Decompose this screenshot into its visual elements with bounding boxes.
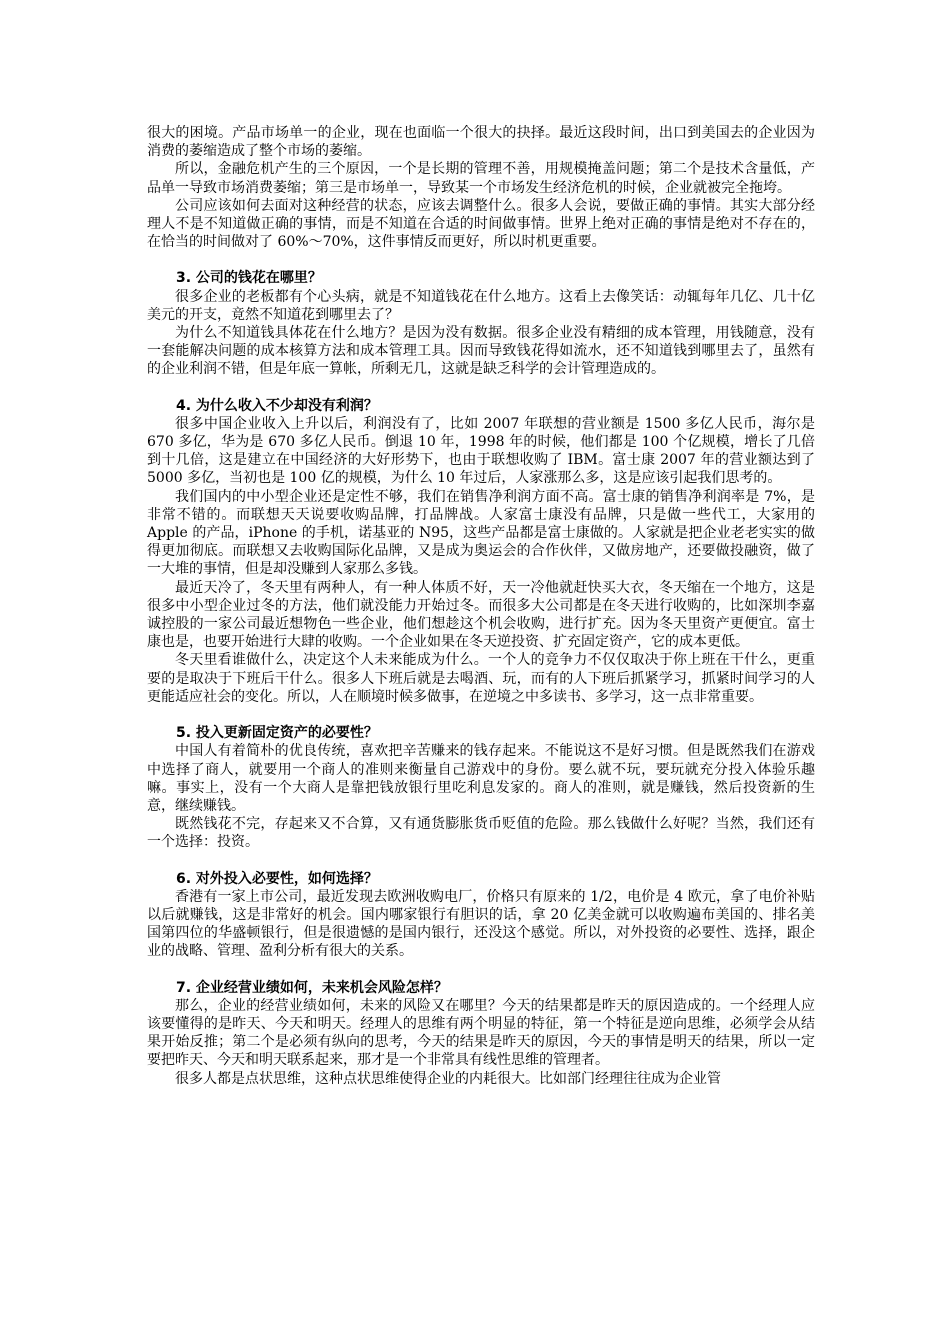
section-5-heading: 5. 投入更新固定资产的必要性？ bbox=[176, 725, 378, 742]
section-3-paragraph-2: 为什么不知道钱具体花在什么地方？是因为没有数据。很多企业没有精细的成本管理，用钱随意，没有一套能解决问题的成本核算方法和成本管理工具。因而导致钱花得如流水，还不知道钱到哪里去了，虽然有的企业利润不错，但是年底一算帐，所剩无几，这就是缺乏科学的会计管理造成的。 bbox=[147, 325, 815, 378]
section-5 bbox=[147, 724, 815, 851]
section-4-paragraph-3: 最近天冷了，冬天里有两种人，有一种人体质不好，天一冷他就赶快买大衣，冬天缩在一个地方，这是很多中小型企业过冬的方法，他们就没能力开始过冬。而很多大公司都是在冬天进行收购的，比如深圳李嘉诚控股的一家公司最近想物色一些企业，他们想趁这个机会收购，进行扩充。因为冬天里资产更便宜。富士康也是，也要开始进行大肆的收购。一个企业如果在冬天逆投资、扩充固定资产，它的成本更低。 bbox=[147, 579, 815, 651]
section-6-paragraph-1: 香港有一家上市公司，最近发现去欧洲收购电厂，价格只有原来的 1/2，电价是 4 欧元，拿了电价补贴以后就赚钱，这是非常好的机会。国内哪家银行有胆识的话，拿 20 亿美金就可以收购遍布美国的、排名美国第四位的华盛顿银行，但是很遗憾的是国内银行，还没这个感觉。所以，对外投资的必要性、选择，跟企业的战略、管理、盈利分析有很大的关系。 bbox=[147, 888, 815, 960]
section-4-paragraph-4: 冬天里看谁做什么，决定这个人未来能成为什么。一个人的竞争力不仅仅取决于你上班在干什么，更重要的是取决于下班后干什么。很多人下班后就是去喝酒、玩，而有的人下班后抓紧学习，抓紧时间学习的人更能适应社会的变化。所以，人在顺境时候多做事，在逆境之中多读书、多学习，这一点非常重要。 bbox=[147, 652, 815, 705]
section-4-paragraph-2: 我们国内的中小型企业还是定性不够，我们在销售净利润方面不高。富士康的销售净利润率是 7%，是非常不错的。而联想天天说要收购品牌，打品牌战。人家富士康没有品牌，只是做一些代工，大家用的 Apple 的产品，iPhone 的手机，诺基亚的 N95，这些产品都是富士康做的。人家就是把企业老老实实的做得更加彻底。而联想又去收购国际化品牌，又是成为奥运会的合作伙伴，又做房地产，还要做投融资，做了一大堆的事情，但是却没赚到人家那么多钱。 bbox=[147, 488, 815, 578]
intro-paragraph-1: 很大的困境。产品市场单一的企业，现在也面临一个很大的抉择。最近这段时间，出口到美国去的企业因为消费的萎缩造成了整个市场的萎缩。 bbox=[147, 125, 815, 160]
intro-paragraph-3: 公司应该如何去面对这种经营的状态，应该去调整什么。很多人会说，要做正确的事情。其实大部分经理人不是不知道做正确的事情，而是不知道在合适的时间做事情。世界上绝对正确的事情是绝对不存在的，在恰当的时间做对了 60%～70%，这件事情反而更好，所以时机更重要。 bbox=[147, 197, 815, 251]
section-7 bbox=[147, 979, 815, 1088]
section-6-heading: 6. 对外投入必要性，如何选择？ bbox=[176, 870, 378, 887]
section-3 bbox=[147, 269, 815, 378]
section-7-paragraph-1: 那么，企业的经营业绩如何，未来的风险又在哪里？今天的结果都是昨天的原因造成的。一个经理人应该要懂得的是昨天、今天和明天。经理人的思维有两个明显的特征，第一个特征是逆向思维，必须学会从结果开始反推；第二个是必须有纵向的思考，今天的结果是昨天的原因，今天的事情是明天的结果，所以一定要把昨天、今天和明天联系起来，那才是一个非常具有线性思维的管理者。 bbox=[147, 997, 815, 1069]
section-4-paragraph-1: 很多中国企业收入上升以后，利润没有了，比如 2007 年联想的营业额是 1500 多亿人民币，海尔是 670 多亿，华为是 670 多亿人民币。倒退 10 年，1998 年的时候，他们都是 100 个亿规模，增长了几倍到十几倍，这是建立在中国经济的大好形势下，也由于联想收购了 IBM。富士康 2007 年的营业额达到了 5000 多亿，当初也是 100 亿的规模，为什么 10 年过后，人家涨那么多，这是应该引起我们思考的。 bbox=[147, 415, 815, 487]
section-4 bbox=[147, 397, 815, 706]
section-5-paragraph-1: 中国人有着简朴的优良传统，喜欢把辛苦赚来的钱存起来。不能说这不是好习惯。但是既然我们在游戏中选择了商人，就要用一个商人的准则来衡量自己游戏中的身份。要么就不玩，要玩就充分投入体验乐趣嘛。事实上，没有一个大商人是靠把钱放银行里吃利息发家的。商人的准则，就是赚钱，然后投资新的生意，继续赚钱。 bbox=[147, 743, 815, 814]
intro-block bbox=[147, 124, 815, 251]
section-3-paragraph-1: 很多企业的老板都有个心头病，就是不知道钱花在什么地方。这看上去像笑话：动辄每年几亿、几十亿美元的开支，竟然不知道花到哪里去了？ bbox=[147, 288, 815, 323]
intro-paragraph-2: 所以，金融危机产生的三个原因，一个是长期的管理不善，用规模掩盖问题；第二个是技术含量低，产品单一导致市场消费萎缩；第三是市场单一，导致某一个市场发生经济危机的时候，企业就被完全拖垮。 bbox=[147, 161, 815, 196]
section-5-paragraph-2: 既然钱花不完，存起来又不合算，又有通货膨胀货币贬值的危险。那么钱做什么好呢？当然，我们还有一个选择：投资。 bbox=[147, 816, 815, 851]
section-6 bbox=[147, 870, 815, 961]
section-4-heading: 4. 为什么收入不少却没有利润？ bbox=[176, 397, 378, 414]
section-7-paragraph-2: 很多人都是点状思维，这种点状思维使得企业的内耗很大。比如部门经理往往成为企业管 bbox=[175, 1070, 721, 1087]
section-3-heading: 3. 公司的钱花在哪里？ bbox=[176, 270, 322, 287]
section-7-heading: 7. 企业经营业绩如何，未来机会风险怎样？ bbox=[176, 979, 448, 996]
